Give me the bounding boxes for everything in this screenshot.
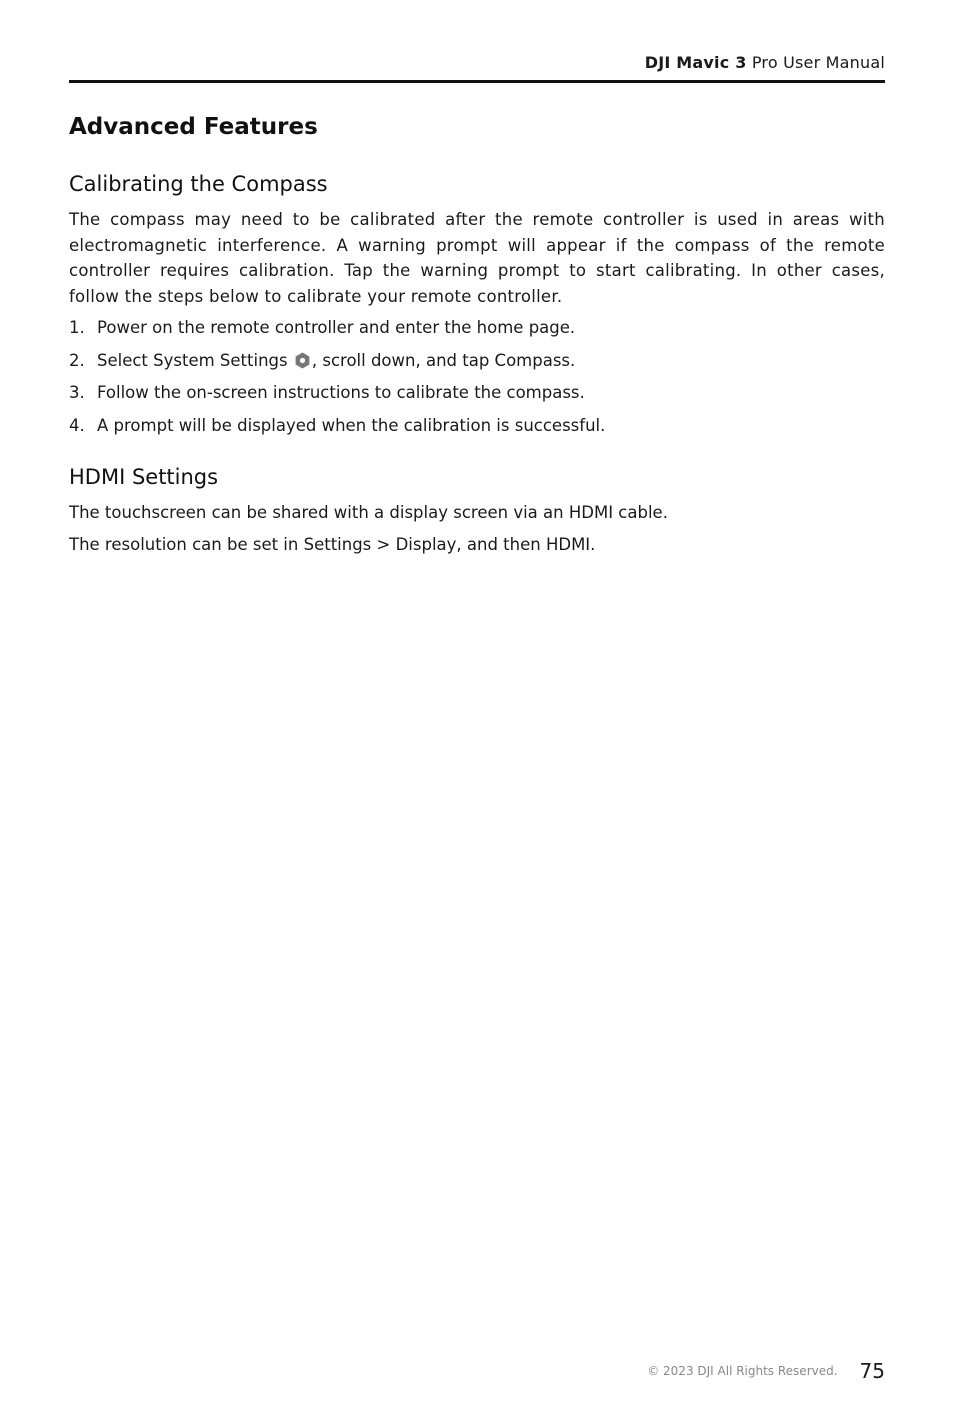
step-text [97, 348, 575, 373]
step-number: 3. [69, 383, 85, 403]
calibration-steps [69, 315, 885, 445]
page-number: 75 [859, 1359, 885, 1383]
hdmi-section-title: HDMI Settings [69, 465, 219, 489]
section-title: Advanced Features [69, 114, 318, 140]
list-item [69, 413, 885, 446]
page-footer [647, 1358, 885, 1384]
manual-page [69, 0, 885, 1418]
running-header [645, 53, 885, 72]
list-item [69, 315, 885, 348]
step-text-after-icon: , scroll down, and tap Compass. [311, 350, 576, 370]
list-item [69, 380, 885, 413]
gear-icon [294, 351, 311, 368]
hdmi-paragraph-1: The touchscreen can be shared with a display screen via an HDMI cable. [69, 503, 668, 522]
copyright-notice: © 2023 DJI All Rights Reserved. [647, 1364, 838, 1378]
header-manual-title: Pro User Manual [751, 53, 885, 72]
compass-section-title: Calibrating the Compass [69, 172, 328, 196]
step-number: 1. [69, 318, 85, 337]
header-divider [69, 80, 885, 83]
hdmi-paragraph-2: The resolution can be set in Settings > Display, and then HDMI. [69, 535, 596, 554]
step-text-before-icon: Select System Settings [97, 350, 288, 370]
step-number: 4. [69, 415, 85, 435]
header-brand: DJI Mavic 3 [644, 53, 747, 72]
compass-intro-paragraph: The compass may need to be calibrated after the remote controller is used in areas with electromagnetic interference. A warning prompt will appear if the compass of the remote controller requires calibration. Tap the warning prompt to start calibrating. In other cases, follow the steps below to calibrate your remote controller. [69, 210, 885, 307]
step-number: 2. [69, 350, 85, 370]
step-text: Power on the remote controller and enter the home page. [97, 318, 576, 337]
list-item [69, 348, 885, 381]
step-text: Follow the on-screen instructions to calibrate the compass. [97, 383, 585, 403]
step-text: A prompt will be displayed when the calibration is successful. [97, 415, 606, 435]
